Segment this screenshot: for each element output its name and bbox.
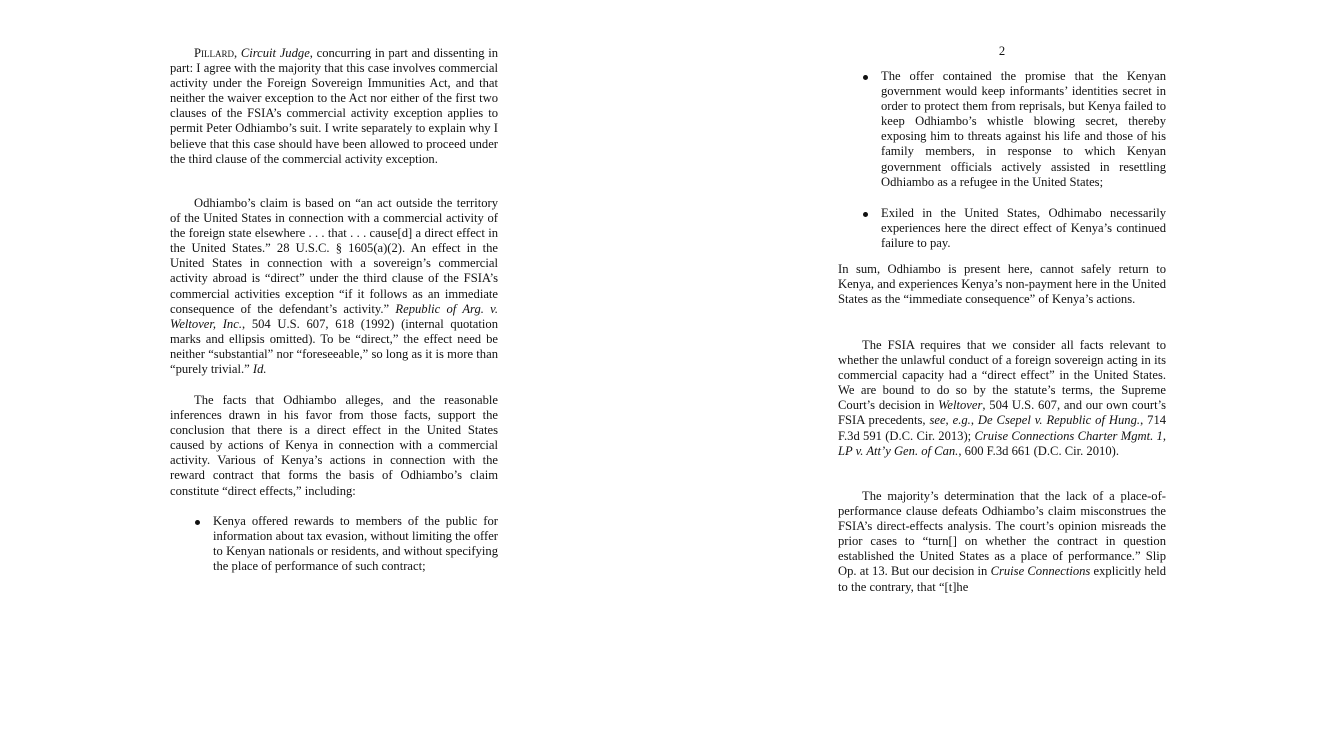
direct-effect-standard-paragraph xyxy=(170,196,498,377)
para5-text-d: , 714 F.3d 591 (D.C. Cir. 2013); xyxy=(838,413,1167,443)
signal-see-eg: see, e.g. xyxy=(929,413,971,428)
bullet-item-reward-offer: Kenya offered rewards to members of the public for information about tax evasion, without limiting the offer to Kenyan nationals or residents, and without specifying the place of performance of such contract; xyxy=(213,514,498,574)
id-citation: Id. xyxy=(252,362,267,377)
judge-title: Circuit Judge xyxy=(240,46,310,60)
case-citation-weltover: Republic of Arg. v. Weltover, Inc. xyxy=(170,301,498,331)
bullet-dot xyxy=(195,520,200,525)
opening-text: , concurring in part and dissenting in part: I agree with the majority that this case involves commercial activity under the Foreign Sovereign Immunities Act, and that neither the waiver exception to the Act nor either of the first two clauses of the FSIA’s commercial activity exception applies to permit Peter Odhiambo’s suit. I write separately to explain why I believe that this case should have been allowed to proceed under the third clause of the commercial activity exception. xyxy=(170,46,498,166)
case-citation-weltover-short: Weltover xyxy=(938,398,983,413)
para6-text-a: The majority’s determination that the lack of a place-of-performance clause defeats Odhiambo’s claim misconstrues the FSIA’s direct-effects analysis. The court’s opinion misreads the prior cases to “turn[] on whether the contract in question established the United States as a place of performance.” Slip Op. at 13. But our decision in xyxy=(838,489,1166,579)
para5-text-c: , xyxy=(970,413,978,428)
bullet-item-exile: Exiled in the United States, Odhimabo necessarily experiences here the direct effect of Kenya’s continued failure to pay. xyxy=(881,206,1166,251)
bullet-item-secrecy-promise: The offer contained the promise that the Kenyan government would keep informants’ identities secret in order to protect them from reprisals, but Kenya failed to keep Odhiambo’s whistle blowing secret, thereby exposing him to threats against his life and those of his family members, in response to which Kenyan government officials actively assisted in resettling Odhiambo as a refugee in the United States; xyxy=(881,69,1166,189)
para5-text-b: , 504 U.S. 607, and our own court’s FSIA precedents, xyxy=(838,398,1166,428)
facts-paragraph: The facts that Odhiambo alleges, and the reasonable inferences drawn in his favor from those facts, support the conclusion that there is a direct effect in the United States caused by actions of Kenya in connection with a commercial activity. Various of Kenya’s actions in connection with the reward contract that forms the basis of Odhiambo’s claim constitute “direct effects,” including: xyxy=(170,393,498,498)
case-citation-cruise-connections: Cruise Connections Charter Mgmt. 1, LP v. Att’y Gen. of Can. xyxy=(838,428,1166,458)
para5-text-a: The FSIA requires that we consider all facts relevant to whether the unlawful conduct of a foreign sovereign acting in its commercial capacity had a “direct effect” in the United States. We are bound to do so by the statute’s terms, the Supreme Court’s decision in xyxy=(838,338,1166,413)
majority-critique-paragraph xyxy=(838,489,1166,595)
summary-paragraph: In sum, Odhiambo is present here, cannot safely return to Kenya, and experiences Kenya’s non-payment here in the United States as the “immediate consequence” of Kenya’s actions. xyxy=(838,262,1166,307)
para6-text-b: explicitly held to the contrary, that “[t]he xyxy=(838,564,1167,594)
bullet-dot xyxy=(863,75,868,80)
left-page xyxy=(170,0,498,749)
case-citation-de-csepel: De Csepel v. Republic of Hung. xyxy=(977,413,1141,428)
right-page xyxy=(838,0,1166,749)
case-citation-cruise-connections-short: Cruise Connections xyxy=(990,564,1091,579)
para5-text-e: , 600 F.3d 661 (D.C. Cir. 2010). xyxy=(958,443,1119,458)
page-number: 2 xyxy=(998,44,1006,58)
para2-text-a: Odhiambo’s claim is based on “an act outside the territory of the United States in connection with a commercial activity of the foreign state elsewhere . . . that . . . cause[d] a direct effect in the United States.” 28 U.S.C. § 1605(a)(2). An effect in the United States in connection with a sovereign’s commercial activity abroad is “direct” under the third clause of the FSIA’s commercial activities exception “if it follows as an immediate consequence of the defendant’s activity.” xyxy=(170,196,498,316)
judge-name: Pillard xyxy=(194,46,234,60)
para2-text-b: , 504 U.S. 607, 618 (1992) (internal quotation marks and ellipsis omitted). To be “direct,” the effect need be neither “substantial” nor “foreseeable,” so long as it is more than “purely trivial.” xyxy=(170,316,498,377)
bullet-dot xyxy=(863,212,868,217)
fsia-requirements-paragraph xyxy=(838,338,1166,459)
opening-paragraph: Pillard, Circuit Judge, concurring in part and dissenting in part: I agree with the majority that this case involves commercial activity under the Foreign Sovereign Immunities Act, and that neither the waiver exception to the Act nor either of the first two clauses of the FSIA’s commercial activity exception applies to permit Peter Odhiambo’s suit. I write separately to explain why I believe that this case should have been allowed to proceed under the third clause of the commercial activity exception. xyxy=(170,46,498,166)
